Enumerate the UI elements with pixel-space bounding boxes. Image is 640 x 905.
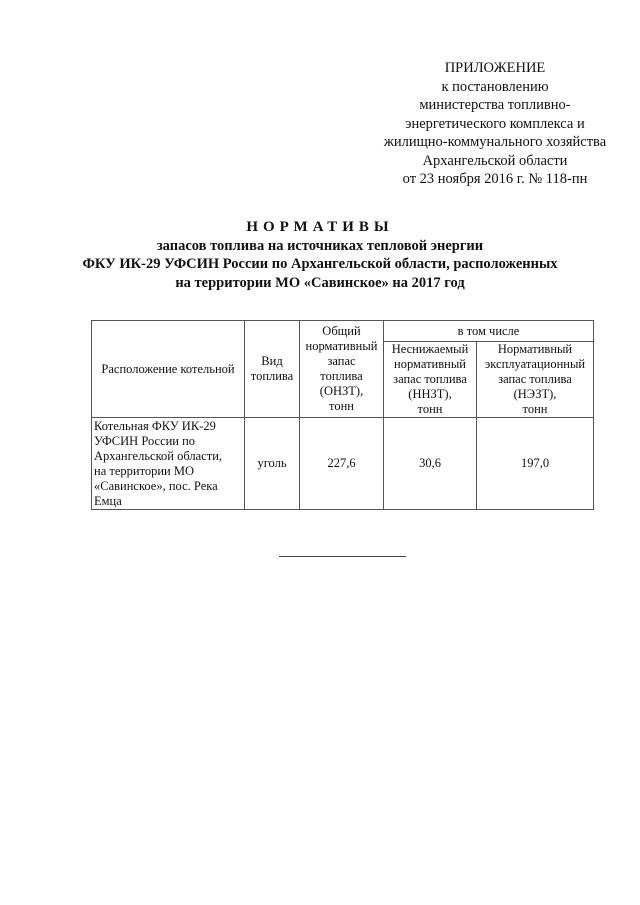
header-text: тонн	[522, 402, 548, 416]
cell-text: Архангельской области,	[94, 449, 223, 463]
header-text: тонн	[329, 399, 354, 413]
appendix-line: энергетического комплекса и	[405, 115, 585, 132]
header-text: Общий	[322, 324, 361, 338]
header-location: Расположение котельной	[92, 321, 245, 418]
appendix-line: Архангельской области	[422, 152, 568, 169]
header-text: запас	[327, 354, 356, 368]
header-text: нормативный	[305, 339, 378, 353]
closing-rule-divider	[279, 556, 406, 557]
header-text: тонн	[417, 402, 443, 416]
header-text: (ОНЗТ),	[319, 384, 364, 398]
header-text: (ННЗТ),	[408, 387, 452, 401]
header-text: топлива	[250, 369, 294, 383]
header-nnzt	[384, 342, 477, 418]
appendix-date-line: от 23 ноября 2016 г. № 118-пн	[402, 171, 588, 187]
cell-text: Емца	[94, 494, 122, 508]
appendix-line: к постановлению	[441, 78, 549, 95]
title-heading: НОРМАТИВЫ	[246, 219, 394, 235]
cell-total: 227,6	[300, 418, 384, 510]
header-total	[300, 321, 384, 418]
header-text: Неснижаемый	[391, 342, 469, 356]
appendix-header	[360, 59, 630, 189]
header-text: топлива	[320, 369, 363, 383]
cell-location	[92, 418, 245, 510]
header-text: запас топлива	[393, 372, 467, 386]
cell-text: «Савинское», пос. Река	[94, 479, 218, 493]
cell-text: Котельная ФКУ ИК-29	[94, 419, 216, 433]
header-text: эксплуатационный	[484, 357, 586, 371]
appendix-line: министерства топливно-	[419, 97, 571, 113]
table-row	[92, 418, 594, 510]
header-text: запас топлива	[498, 372, 572, 386]
document-title	[60, 218, 580, 292]
title-line: запасов топлива на источниках тепловой энергии	[156, 237, 484, 254]
header-text: (НЭЗТ),	[513, 387, 557, 401]
cell-fuel-type: уголь	[245, 418, 300, 510]
header-fuel-type	[245, 321, 300, 418]
header-text: Вид	[261, 354, 283, 368]
cell-text: УФСИН России по	[94, 434, 196, 448]
cell-nnzt: 30,6	[384, 418, 477, 510]
header-text: Нормативный	[497, 342, 573, 356]
appendix-title: ПРИЛОЖЕНИЕ	[444, 60, 546, 76]
title-line: на территории МО «Савинское» на 2017 год	[175, 274, 465, 291]
title-line: ФКУ ИК-29 УФСИН России по Архангельской области, расположенных	[82, 256, 558, 272]
norms-table	[91, 320, 594, 510]
header-text: нормативный	[394, 357, 466, 371]
header-including: в том числе	[384, 321, 594, 342]
table-header-row	[92, 321, 594, 342]
cell-text: на территории МО	[94, 464, 195, 478]
cell-nezt: 197,0	[477, 418, 594, 510]
header-nezt	[477, 342, 594, 418]
appendix-line: жилищно-коммунального хозяйства	[383, 134, 607, 150]
